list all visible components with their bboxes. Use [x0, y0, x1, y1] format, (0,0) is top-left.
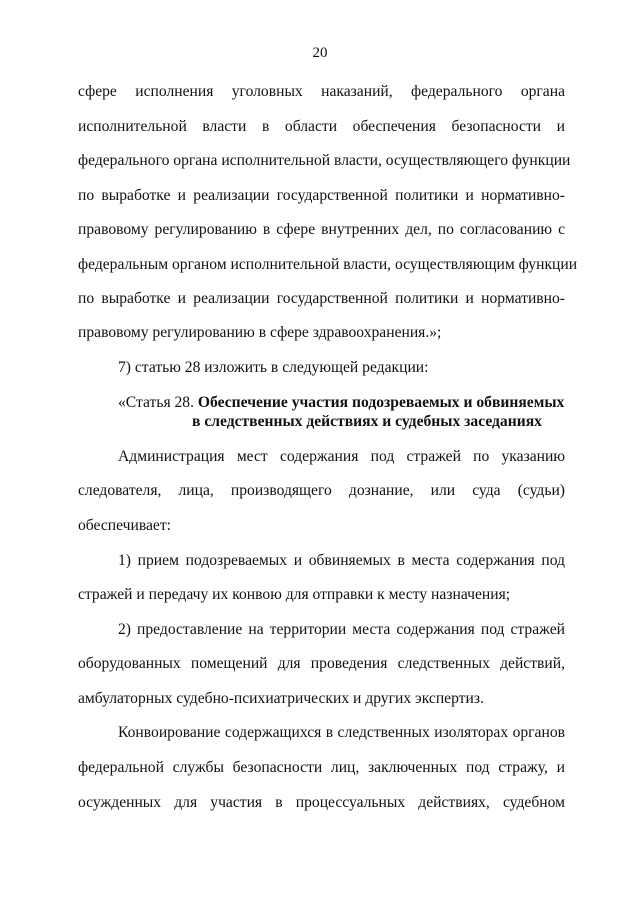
- text-line: правовому регулированию в сфере внутренних дел, по согласованию с: [78, 221, 565, 238]
- text-line: следователя, лица, производящего дознание, или суда (судьи): [78, 482, 565, 499]
- text-line: по выработке и реализации государственной политики и нормативно-: [78, 290, 565, 307]
- text-line: сфере исполнения уголовных наказаний, федерального органа: [78, 83, 565, 100]
- text-line: осужденных для участия в процессуальных действиях, судебном: [78, 794, 565, 811]
- page-number: 20: [312, 45, 328, 61]
- text-line: федеральной службы безопасности лиц, заключенных под стражу, и: [78, 759, 565, 776]
- text-line: 2) предоставление на территории места содержания под стражей: [118, 621, 565, 638]
- article-title-line1: Обеспечение участия подозреваемых и обвиняемых: [197, 394, 565, 411]
- text-line: Администрация мест содержания под стражей по указанию: [118, 448, 565, 465]
- text-line: федеральным органом исполнительной власти, осуществляющим функции: [78, 256, 578, 273]
- text-line: 7) статью 28 изложить в следующей редакции:: [118, 359, 429, 376]
- text-line: федерального органа исполнительной власти, осуществляющего функции: [78, 152, 571, 169]
- text-line: стражей и передачу их конвою для отправки к месту назначения;: [78, 586, 511, 603]
- text-line: 1) прием подозреваемых и обвиняемых в места содержания под: [118, 552, 565, 569]
- article-title-line2: в следственных действиях и судебных заседаниях: [192, 413, 542, 430]
- text-line: Конвоирование содержащихся в следственных изоляторах органов: [118, 724, 565, 741]
- text-line: правовому регулированию в сфере здравоохранения.»;: [78, 324, 442, 341]
- text-line: оборудованных помещений для проведения следственных действий,: [78, 655, 565, 672]
- article-prefix: «Статья 28.: [118, 394, 195, 411]
- text-line: по выработке и реализации государственной политики и нормативно-: [78, 187, 565, 204]
- text-line: обеспечивает:: [78, 517, 171, 534]
- article-heading: [118, 394, 565, 412]
- text-line: исполнительной власти в области обеспечения безопасности и: [78, 118, 565, 135]
- text-line: амбулаторных судебно-психиатрических и других экспертиз.: [78, 690, 484, 707]
